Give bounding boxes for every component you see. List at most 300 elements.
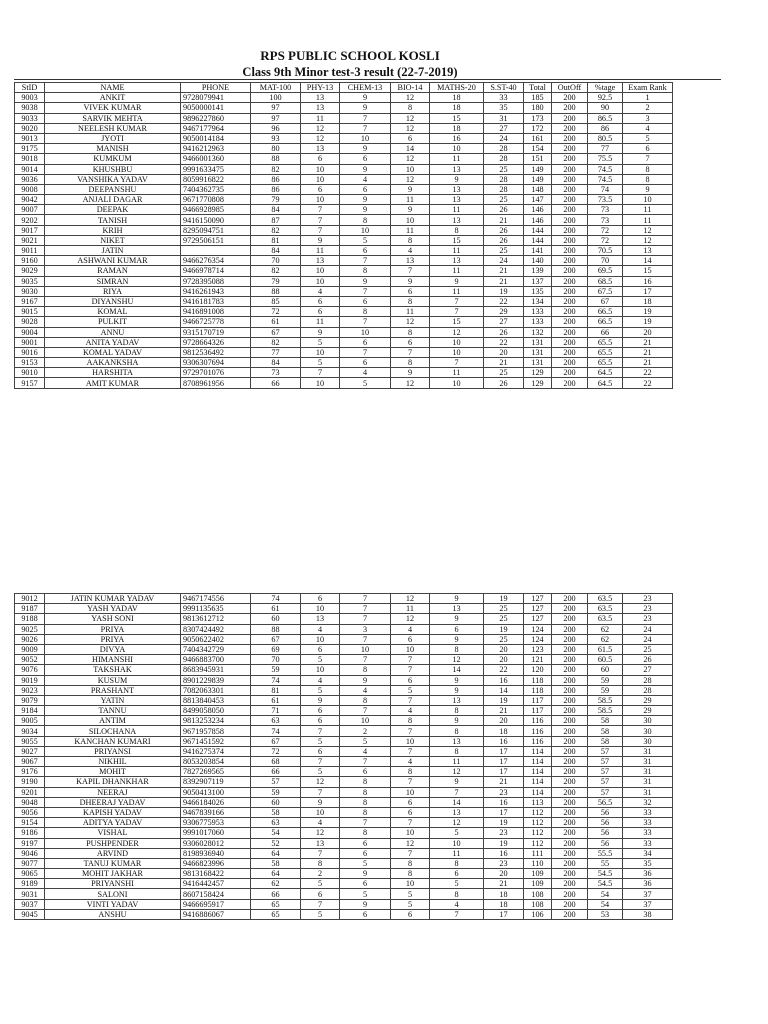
table-cell: 8: [340, 828, 391, 838]
table-cell: 8: [391, 358, 430, 368]
table-cell: 59: [588, 675, 623, 685]
table-cell: 17: [484, 746, 524, 756]
table-cell: 7: [430, 296, 484, 306]
table-cell: AAKANKSHA: [45, 358, 181, 368]
table-cell: 9: [340, 899, 391, 909]
table-cell: 7: [301, 215, 340, 225]
table-cell: 112: [524, 818, 552, 828]
table-cell: 6: [430, 624, 484, 634]
table-cell: 21: [484, 215, 524, 225]
table-cell: 9065: [15, 869, 45, 879]
table-cell: 93: [251, 133, 301, 143]
table-cell: 72: [251, 746, 301, 756]
table-cell: 200: [552, 767, 588, 777]
table-cell: 9306307694: [181, 358, 251, 368]
table-cell: 9466978714: [181, 266, 251, 276]
table-cell: 26: [623, 655, 673, 665]
table-cell: 23: [623, 604, 673, 614]
table-cell: 13: [301, 838, 340, 848]
table-cell: 6: [391, 337, 430, 347]
table-cell: 9671451592: [181, 736, 251, 746]
table-cell: 67: [251, 736, 301, 746]
table-cell: 62: [251, 879, 301, 889]
table-cell: 9202: [15, 215, 45, 225]
table-cell: 19: [484, 594, 524, 604]
table-cell: 9466725778: [181, 317, 251, 327]
table-cell: 10: [430, 347, 484, 357]
table-cell: 6: [340, 848, 391, 858]
table-cell: 18: [484, 726, 524, 736]
table-cell: 6: [301, 644, 340, 654]
table-cell: 9007: [15, 205, 45, 215]
table-cell: 74: [251, 675, 301, 685]
table-cell: 4: [391, 246, 430, 256]
table-cell: 200: [552, 797, 588, 807]
table-cell: 80.5: [588, 133, 623, 143]
table-cell: 64.5: [588, 368, 623, 378]
table-row: [15, 205, 673, 215]
table-cell: 67: [251, 634, 301, 644]
table-cell: 7: [301, 368, 340, 378]
table-cell: KANCHAN KUMARI: [45, 736, 181, 746]
table-cell: 8: [340, 695, 391, 705]
table-cell: 5: [301, 358, 340, 368]
table-cell: 2: [623, 103, 673, 113]
table-cell: 8: [430, 858, 484, 868]
table-cell: 10: [391, 879, 430, 889]
table-cell: JYOTI: [45, 133, 181, 143]
table-cell: 200: [552, 378, 588, 388]
table-cell: 10: [391, 787, 430, 797]
table-cell: 75.5: [588, 154, 623, 164]
table-cell: 9050000141: [181, 103, 251, 113]
table-cell: 112: [524, 807, 552, 817]
table-cell: 84: [251, 205, 301, 215]
table-cell: 5: [340, 235, 391, 245]
table-cell: 63.5: [588, 594, 623, 604]
table-cell: 135: [524, 286, 552, 296]
table-cell: 9153: [15, 358, 45, 368]
table-cell: HARSHITA: [45, 368, 181, 378]
table-cell: 148: [524, 184, 552, 194]
table-cell: 65: [251, 899, 301, 909]
table-cell: 9812536492: [181, 347, 251, 357]
column-header: %tage: [588, 83, 623, 93]
table-cell: 9189: [15, 879, 45, 889]
table-cell: 60: [588, 665, 623, 675]
table-cell: 10: [301, 195, 340, 205]
table-cell: 17: [623, 286, 673, 296]
table-cell: 65.5: [588, 337, 623, 347]
table-cell: 149: [524, 174, 552, 184]
table-cell: 7: [340, 594, 391, 604]
table-cell: 8053203854: [181, 757, 251, 767]
table-cell: 33: [623, 838, 673, 848]
table-cell: SARVIK MEHTA: [45, 113, 181, 123]
table-cell: 15: [430, 113, 484, 123]
table-cell: 57: [588, 757, 623, 767]
table-cell: 10: [301, 604, 340, 614]
table-cell: 11: [430, 757, 484, 767]
table-cell: 20: [484, 716, 524, 726]
table-cell: MOHIT: [45, 767, 181, 777]
table-row: [15, 296, 673, 306]
table-cell: 88: [251, 286, 301, 296]
table-cell: 1: [623, 93, 673, 103]
table-cell: 6: [391, 797, 430, 807]
table-cell: 88: [251, 624, 301, 634]
table-cell: PRIYANSHI: [45, 879, 181, 889]
table-cell: 9466928985: [181, 205, 251, 215]
table-cell: 9197: [15, 838, 45, 848]
table-cell: 200: [552, 174, 588, 184]
table-cell: 74: [588, 184, 623, 194]
table-row: [15, 368, 673, 378]
table-cell: 33: [484, 93, 524, 103]
table-cell: 4: [391, 624, 430, 634]
table-cell: 65: [251, 909, 301, 919]
table-cell: 9467174556: [181, 594, 251, 604]
table-cell: 9190: [15, 777, 45, 787]
table-cell: 12: [430, 327, 484, 337]
table-cell: 200: [552, 706, 588, 716]
table-cell: 9: [340, 164, 391, 174]
table-cell: 86.5: [588, 113, 623, 123]
table-row: [15, 879, 673, 889]
table-cell: 200: [552, 869, 588, 879]
table-cell: 10: [301, 665, 340, 675]
table-cell: 8: [391, 327, 430, 337]
table-cell: 108: [524, 899, 552, 909]
table-cell: 7: [340, 113, 391, 123]
table-cell: 13: [430, 695, 484, 705]
table-cell: RIYA: [45, 286, 181, 296]
table-cell: 9037: [15, 899, 45, 909]
table-cell: 8: [340, 266, 391, 276]
table-cell: 27: [623, 665, 673, 675]
table-cell: 11: [430, 848, 484, 858]
table-cell: 112: [524, 838, 552, 848]
table-cell: 52: [251, 838, 301, 848]
table-row: [15, 706, 673, 716]
table-cell: 8708961956: [181, 378, 251, 388]
table-cell: 85: [251, 296, 301, 306]
table-cell: KHUSHBU: [45, 164, 181, 174]
table-cell: 7: [430, 307, 484, 317]
table-cell: 25: [484, 195, 524, 205]
table-cell: 66: [251, 378, 301, 388]
table-cell: 11: [301, 246, 340, 256]
table-cell: 9077: [15, 858, 45, 868]
table-cell: 31: [623, 767, 673, 777]
table-cell: 7: [391, 655, 430, 665]
table-cell: 25: [484, 246, 524, 256]
table-cell: 133: [524, 317, 552, 327]
table-cell: 6: [391, 286, 430, 296]
table-cell: 28: [623, 685, 673, 695]
table-cell: 7: [391, 695, 430, 705]
table-cell: 60: [251, 797, 301, 807]
table-cell: 200: [552, 828, 588, 838]
table-cell: MANISH: [45, 144, 181, 154]
table-cell: 109: [524, 869, 552, 879]
table-cell: 140: [524, 256, 552, 266]
table-cell: 9015: [15, 307, 45, 317]
table-cell: 22: [484, 337, 524, 347]
table-row: [15, 215, 673, 225]
table-cell: 108: [524, 889, 552, 899]
table-cell: 73: [588, 205, 623, 215]
table-cell: 9201: [15, 787, 45, 797]
table-cell: 9: [430, 594, 484, 604]
table-cell: 88: [251, 154, 301, 164]
table-cell: 31: [484, 113, 524, 123]
table-cell: 6: [301, 746, 340, 756]
table-cell: 9: [430, 174, 484, 184]
table-cell: 9019: [15, 675, 45, 685]
table-cell: 6: [391, 133, 430, 143]
table-cell: 123: [524, 644, 552, 654]
table-cell: 9416275374: [181, 746, 251, 756]
table-cell: 20: [484, 655, 524, 665]
table-cell: 58: [251, 807, 301, 817]
table-cell: 7: [391, 665, 430, 675]
table-cell: 18: [430, 103, 484, 113]
table-cell: 19: [484, 838, 524, 848]
table-cell: 77: [588, 144, 623, 154]
table-row: [15, 164, 673, 174]
table-cell: 9016: [15, 347, 45, 357]
table-cell: 200: [552, 655, 588, 665]
table-cell: 9175: [15, 144, 45, 154]
table-cell: 5: [301, 909, 340, 919]
table-cell: 8: [391, 103, 430, 113]
table-cell: 8: [391, 767, 430, 777]
table-cell: 127: [524, 614, 552, 624]
table-row: [15, 757, 673, 767]
table-cell: 21: [623, 337, 673, 347]
table-cell: 9050622402: [181, 634, 251, 644]
table-cell: 14: [484, 685, 524, 695]
table-cell: 12: [391, 317, 430, 327]
table-cell: 54: [251, 828, 301, 838]
table-cell: 58: [251, 858, 301, 868]
table-cell: 34: [623, 848, 673, 858]
table-cell: 10: [430, 378, 484, 388]
table-cell: 8: [340, 215, 391, 225]
table-cell: 114: [524, 767, 552, 777]
table-cell: 139: [524, 266, 552, 276]
table-row: [15, 256, 673, 266]
table-cell: 71: [251, 706, 301, 716]
table-cell: 10: [391, 215, 430, 225]
table-cell: 4: [623, 123, 673, 133]
table-cell: 28: [484, 144, 524, 154]
column-header: CHEM-13: [340, 83, 391, 93]
table-cell: 5: [430, 879, 484, 889]
table-cell: 10: [430, 144, 484, 154]
table-cell: AMIT KUMAR: [45, 378, 181, 388]
table-cell: 114: [524, 746, 552, 756]
table-cell: 15: [430, 317, 484, 327]
table-cell: 21: [484, 358, 524, 368]
table-cell: 72: [251, 307, 301, 317]
table-cell: 7: [340, 286, 391, 296]
table-cell: 9050014184: [181, 133, 251, 143]
table-cell: 66: [251, 889, 301, 899]
table-row: [15, 624, 673, 634]
table-cell: 9: [430, 634, 484, 644]
table-cell: 9991135635: [181, 604, 251, 614]
table-cell: 59: [251, 665, 301, 675]
table-cell: SALONI: [45, 889, 181, 899]
table-row: [15, 685, 673, 695]
table-cell: 8: [391, 858, 430, 868]
table-cell: 10: [430, 337, 484, 347]
header-row: [15, 83, 673, 93]
table-cell: 9: [301, 695, 340, 705]
table-row: [15, 594, 673, 604]
table-cell: 96: [251, 123, 301, 133]
table-cell: 109: [524, 879, 552, 889]
column-header: S.ST-40: [484, 83, 524, 93]
table-cell: 9: [340, 675, 391, 685]
table-cell: 9306028012: [181, 838, 251, 848]
table-cell: 22: [484, 665, 524, 675]
table-cell: 11: [430, 286, 484, 296]
table-cell: 12: [391, 154, 430, 164]
table-cell: 17: [484, 909, 524, 919]
table-cell: 16: [484, 675, 524, 685]
table-cell: 9: [301, 797, 340, 807]
table-cell: 200: [552, 614, 588, 624]
table-cell: 131: [524, 337, 552, 347]
table-cell: JATIN: [45, 246, 181, 256]
table-cell: 61: [251, 695, 301, 705]
table-cell: ANITA YADAV: [45, 337, 181, 347]
table-cell: 200: [552, 103, 588, 113]
table-cell: 8: [301, 858, 340, 868]
table-row: [15, 113, 673, 123]
table-cell: 20: [484, 869, 524, 879]
table-cell: 200: [552, 215, 588, 225]
table-cell: 10: [391, 164, 430, 174]
table-cell: 7: [301, 726, 340, 736]
table-cell: 200: [552, 246, 588, 256]
table-cell: ANJALI DAGAR: [45, 195, 181, 205]
table-cell: 7: [301, 787, 340, 797]
table-row: [15, 347, 673, 357]
table-cell: 5: [340, 736, 391, 746]
table-cell: TANISH: [45, 215, 181, 225]
table-cell: 9466001360: [181, 154, 251, 164]
table-cell: PRIYA: [45, 634, 181, 644]
table-cell: 8: [623, 174, 673, 184]
table-cell: 7404342729: [181, 644, 251, 654]
table-cell: 9467177964: [181, 123, 251, 133]
table-cell: 8: [340, 797, 391, 807]
table-cell: 116: [524, 716, 552, 726]
table-cell: 72: [588, 235, 623, 245]
table-cell: 11: [623, 205, 673, 215]
table-cell: 131: [524, 358, 552, 368]
table-cell: 9045: [15, 909, 45, 919]
table-cell: ANTIM: [45, 716, 181, 726]
table-cell: ADITYA YADAV: [45, 818, 181, 828]
table-cell: JATIN KUMAR YADAV: [45, 594, 181, 604]
table-cell: 18: [484, 889, 524, 899]
table-cell: 113: [524, 797, 552, 807]
table-cell: 8295094751: [181, 225, 251, 235]
table-cell: 7082063301: [181, 685, 251, 695]
table-cell: 200: [552, 594, 588, 604]
table-cell: 17: [484, 807, 524, 817]
table-cell: 137: [524, 276, 552, 286]
table-cell: VANSHIKA YADAV: [45, 174, 181, 184]
table-cell: 7: [430, 909, 484, 919]
table-cell: 59: [588, 685, 623, 695]
table-cell: ARVIND: [45, 848, 181, 858]
table-cell: 9067: [15, 757, 45, 767]
table-cell: 17: [484, 767, 524, 777]
table-cell: 56: [588, 838, 623, 848]
table-cell: 9: [340, 205, 391, 215]
table-cell: 10: [301, 174, 340, 184]
table-cell: 8059916822: [181, 174, 251, 184]
table-cell: 13: [430, 604, 484, 614]
table-cell: 8: [430, 746, 484, 756]
table-cell: 9: [430, 716, 484, 726]
table-row: [15, 675, 673, 685]
table-cell: 13: [430, 195, 484, 205]
table-cell: 64.5: [588, 378, 623, 388]
table-cell: 9416886067: [181, 909, 251, 919]
table-cell: 4: [340, 685, 391, 695]
table-cell: HIMANSHI: [45, 655, 181, 665]
table-cell: 8307424492: [181, 624, 251, 634]
table-cell: 61.5: [588, 644, 623, 654]
table-cell: 23: [484, 828, 524, 838]
table-cell: 56.5: [588, 797, 623, 807]
table-cell: 4: [301, 624, 340, 634]
table-cell: 11: [430, 154, 484, 164]
table-cell: 114: [524, 777, 552, 787]
table-cell: 200: [552, 685, 588, 695]
table-cell: 9813612712: [181, 614, 251, 624]
table-cell: 10: [301, 164, 340, 174]
table-cell: 124: [524, 634, 552, 644]
table-cell: 6: [391, 909, 430, 919]
table-cell: 7: [301, 757, 340, 767]
school-name: RPS PUBLIC SCHOOL KOSLI: [260, 48, 440, 63]
table-cell: 21: [484, 266, 524, 276]
table-cell: 173: [524, 113, 552, 123]
table-cell: 200: [552, 276, 588, 286]
table-cell: 63.5: [588, 604, 623, 614]
table-cell: PULKIT: [45, 317, 181, 327]
table-cell: 9013: [15, 133, 45, 143]
table-row: [15, 746, 673, 756]
table-cell: 30: [623, 736, 673, 746]
table-cell: 8198936940: [181, 848, 251, 858]
table-cell: 9157: [15, 378, 45, 388]
table-cell: 19: [484, 624, 524, 634]
table-row: [15, 644, 673, 654]
table-cell: 9003: [15, 93, 45, 103]
table-cell: 24: [484, 133, 524, 143]
table-cell: 9050413100: [181, 787, 251, 797]
table-cell: 11: [623, 215, 673, 225]
